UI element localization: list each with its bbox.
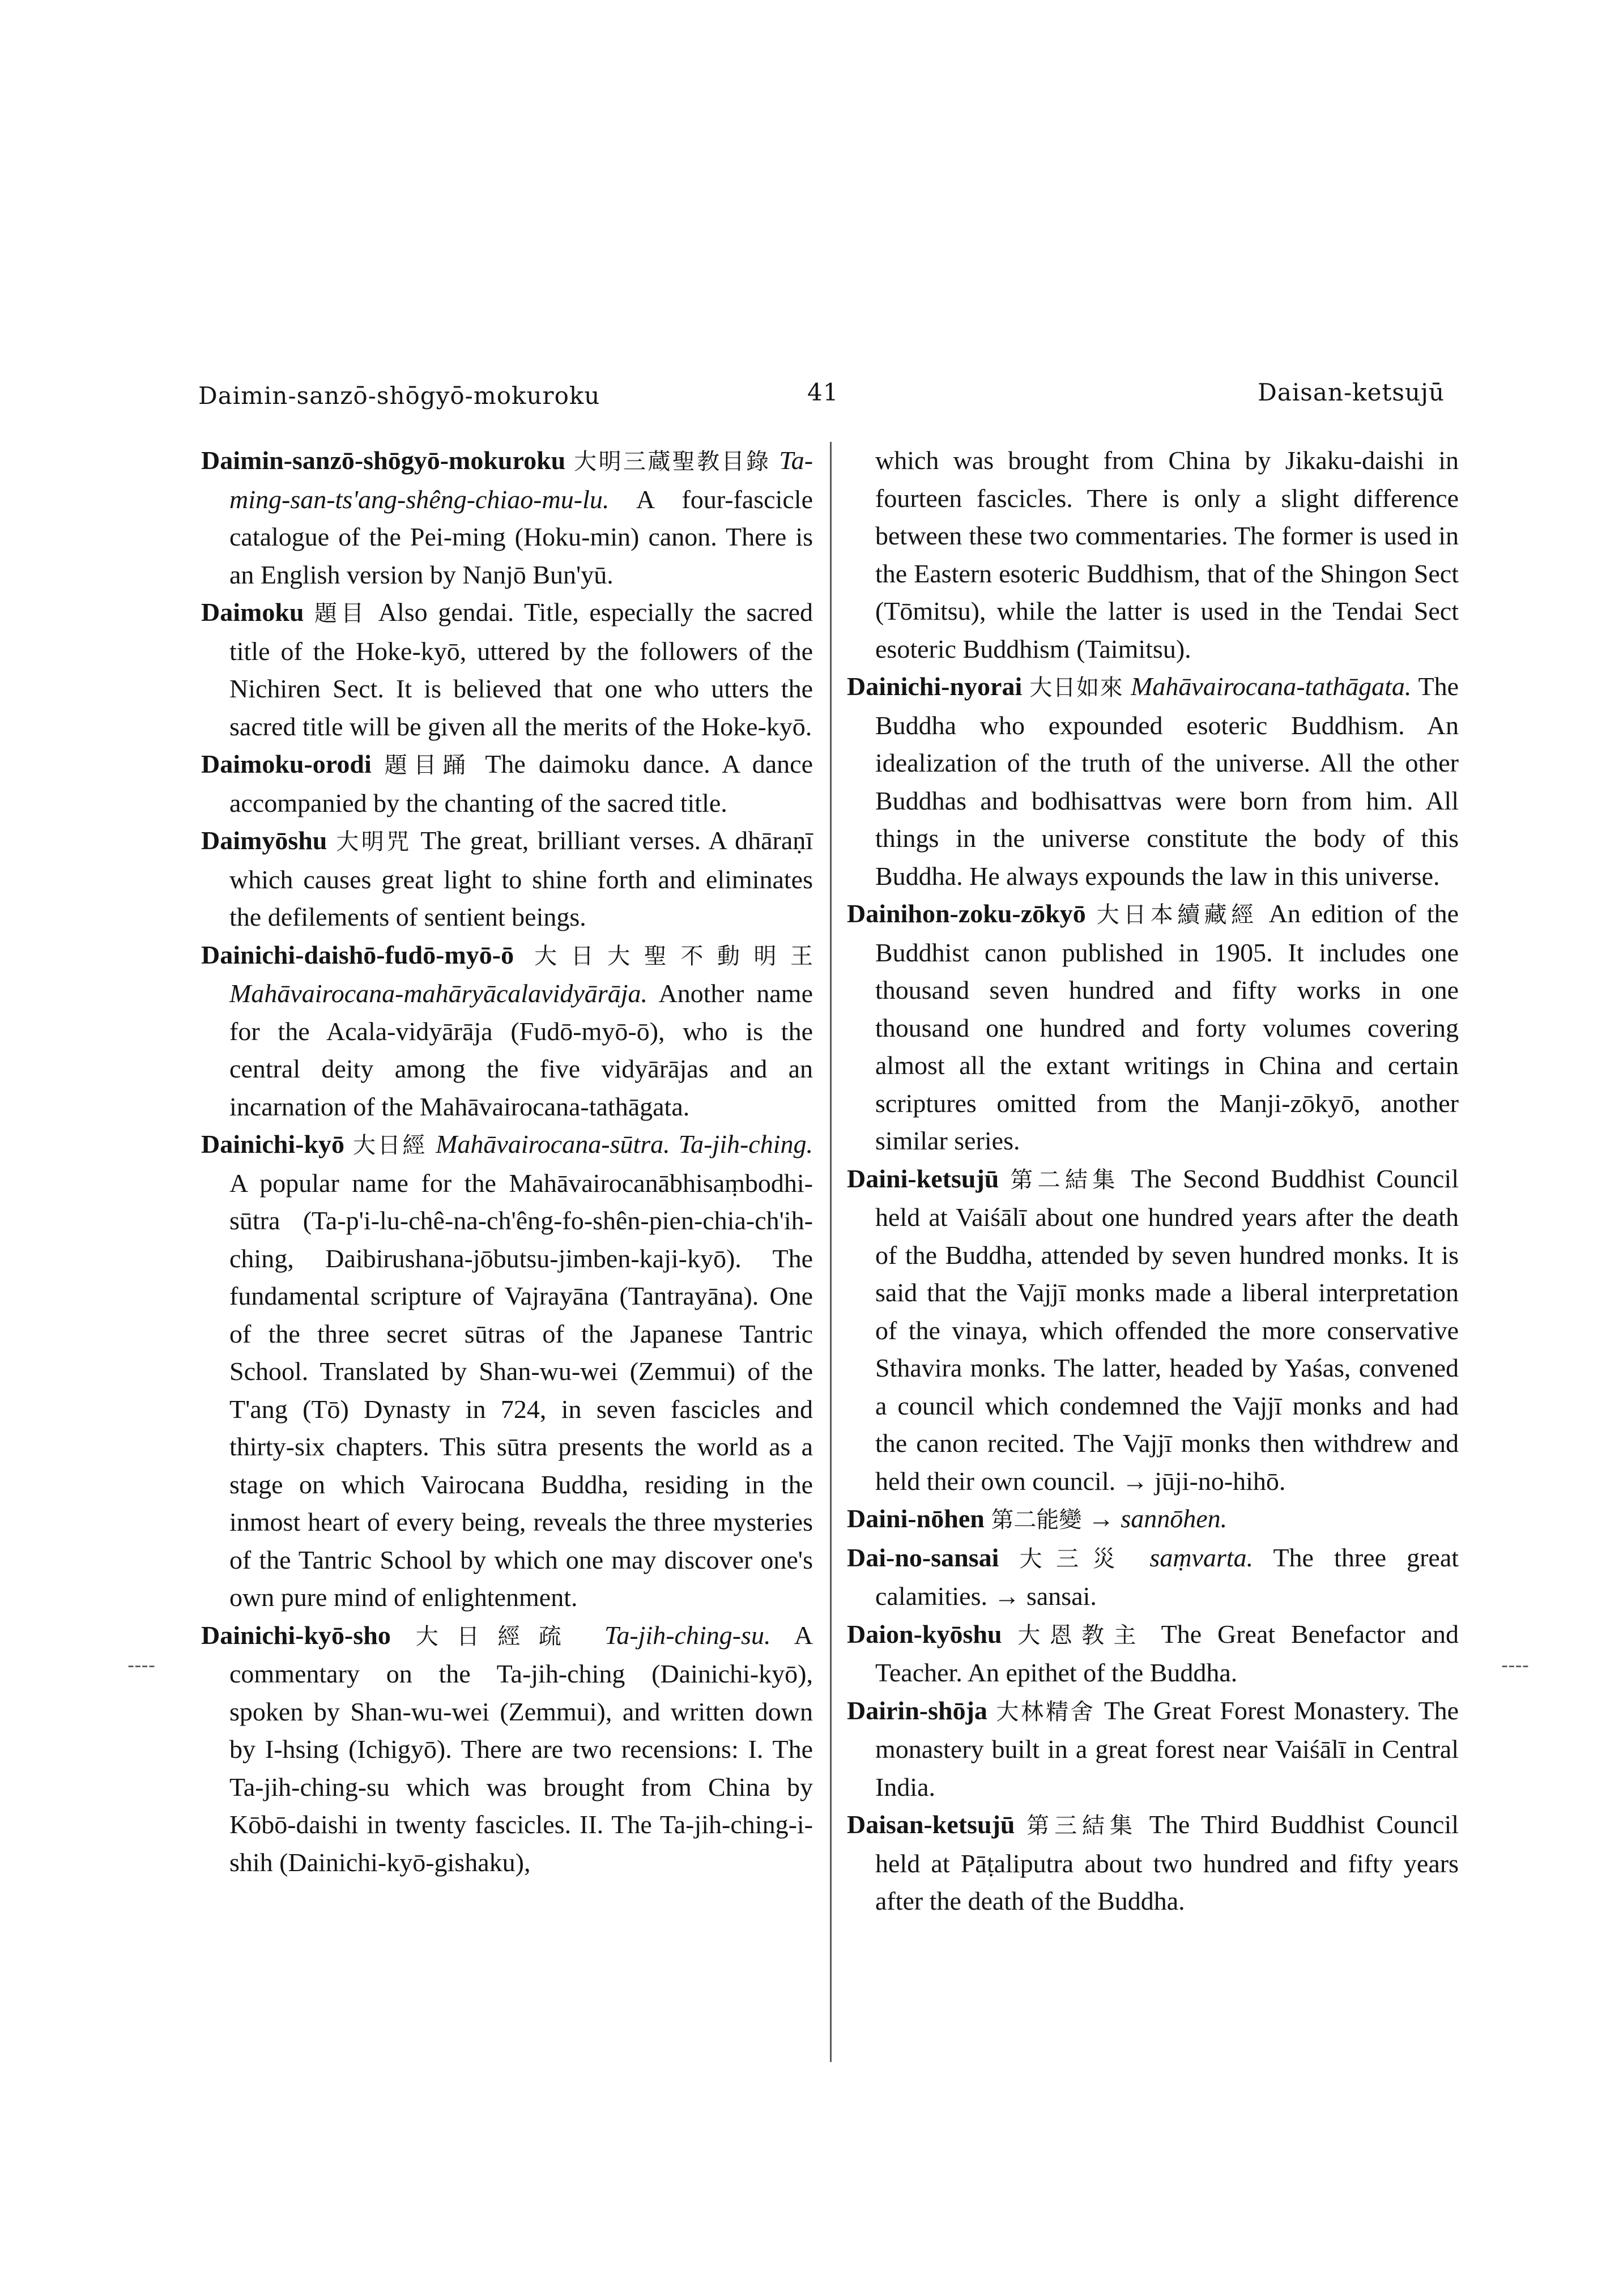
entry-kanji: 大日本續藏經 (1096, 902, 1258, 928)
scan-dash-mark: ‐‐‐‐ (127, 1654, 156, 1677)
scan-dash-mark: ‐‐‐‐ (1501, 1654, 1530, 1677)
entry-definition: The Buddha who expounded esoteric Buddhism. An idealization of the truth of the universe. All the other Buddhas and bodhisattvas were born from him. All things in the universe constitute the body of this Buddha. He always expounds the law in this universe. (875, 672, 1459, 891)
entry-headword: Dainichi-kyō-sho (201, 1620, 391, 1650)
entry-headword: Daimoku-orodi (201, 749, 372, 778)
left-column (201, 442, 813, 1881)
entry-kanji: 第三結集 (1026, 1813, 1138, 1839)
running-header (198, 376, 1445, 416)
entry-romanized: Mahāvairocana-mahāryācalavidyārāja. (229, 979, 648, 1008)
entry-definition: The Second Buddhist Council held at Vaiśālī about one hundred years after the death of the Buddha, attended by seven hundred monks. It is said that the Vajjī monks made a liberal interpretation of the vinaya, which offended the more conservative Sthavira monks. The latter, headed by Yaśas, convened a council which condemned the Vajjī monks and had the canon recited. The Vajjī monks then withdrew and held their own council. → jūji-no-hihō. (875, 1164, 1459, 1496)
entry-headword: Daisan-ketsujū (847, 1810, 1015, 1839)
entry-kanji: 大日經 (353, 1132, 427, 1158)
entry-headword: Dai-no-sansai (847, 1543, 999, 1572)
entry-headword: Dainichi-nyorai (847, 672, 1023, 701)
entry-continuation (847, 442, 1459, 668)
entry-definition: The Third Buddhist Council held at Pāṭaliputra about two hundred and fifty years after the death of the Buddha. (875, 1810, 1459, 1915)
entry-dainihon-zoku-zokyo (847, 895, 1459, 1160)
page-number: 41 (807, 378, 839, 406)
entry-daimoku (201, 594, 813, 746)
entry-kanji: 第二能變 (991, 1507, 1082, 1533)
entry-daini-ketsuju (847, 1160, 1459, 1501)
entry-dai-no-sansai (847, 1539, 1459, 1616)
entry-dainichi-daisho-fudo (201, 936, 813, 1126)
entry-kanji: 大三災 (1019, 1545, 1130, 1572)
entry-definition: The Great Benefactor and Teacher. An epithet of the Buddha. (875, 1619, 1459, 1687)
column-divider (830, 442, 832, 2062)
entry-headword: Daini-ketsujū (847, 1164, 999, 1193)
entry-kanji: 題目 (314, 600, 368, 627)
entry-dainichi-kyo (201, 1126, 813, 1617)
entry-romanized: Mahāvairocana-tathāgata. (1131, 672, 1412, 701)
entry-kanji: 大日如來 (1029, 675, 1124, 701)
entry-headword: Daimyōshu (201, 826, 327, 855)
entry-daimoku-orodi (201, 746, 813, 822)
entry-definition: The daimoku dance. A dance accompanied by the chanting of the sacred title. (229, 749, 813, 817)
entry-daion-kyoshu (847, 1616, 1459, 1692)
entry-headword: Daimoku (201, 598, 304, 627)
entry-definition: The three great calamities. → sansai. (875, 1543, 1459, 1611)
entry-dainichi-nyorai (847, 668, 1459, 895)
entry-headword: Daion-kyōshu (847, 1619, 1002, 1648)
right-column (847, 442, 1459, 1920)
entry-daimin-sanzo (201, 442, 813, 594)
entry-romanized: Ta-ming-san-ts'ang-shêng-chiao-mu-lu. (229, 446, 813, 514)
entry-headword: Daini-nōhen (847, 1504, 985, 1533)
entry-daimyoshu (201, 822, 813, 936)
entry-kanji: 第二結集 (1010, 1166, 1120, 1193)
entry-definition: The great, brilliant verses. A dhāraṇī which causes great light to shine forth and eliminates the defilements of sentient beings. (229, 826, 813, 931)
entry-headword: Daimin-sanzō-shōgyō-mokuroku (201, 446, 566, 475)
entry-headword: Dainichi-kyō (201, 1130, 345, 1158)
entry-definition: The Great Forest Monastery. The monastery built in a great forest near Vaiśālī in Central India. (875, 1696, 1459, 1801)
entry-definition: An edition of the Buddhist canon published in 1905. It includes one thousand seven hundred and fifty works in one thousand one hundred and forty volumes covering almost all the extant writings in China and certain scriptures omitted from the Manji-zōkyō, another similar series. (875, 899, 1459, 1155)
entry-definition: which was brought from China by Jikaku-daishi in fourteen fascicles. There is only a slight difference between these two commentaries. The former is used in the Eastern esoteric Buddhism, that of the Shingon Sect (Tōmitsu), while the latter is used in the Tendai Sect esoteric Buddhism (Taimitsu). (875, 446, 1459, 663)
entry-romanized: Ta-jih-ching-su. (604, 1620, 771, 1650)
header-last-entry: Daisan-ketsujū (1258, 378, 1445, 406)
entry-definition: Also gendai. Title, especially the sacred title of the Hoke-kyō, uttered by the followers of the Nichiren Sect. It is believed that one who utters the sacred title will be given all the merits of the Hoke-kyō. (229, 598, 813, 741)
entry-dainichi-kyo-sho (201, 1617, 813, 1882)
entry-headword: Dainichi-daishō-fudō-myō-ō (201, 940, 514, 969)
entry-daini-nohen (847, 1500, 1459, 1539)
entry-kanji: 大日大聖不動明王 (534, 943, 813, 969)
entry-romanized: Mahāvairocana-sūtra. Ta-jih-ching. (436, 1130, 813, 1158)
entry-kanji: 大明咒 (336, 829, 412, 855)
entry-daisan-ketsuju (847, 1806, 1459, 1920)
entry-dairin-shoja (847, 1692, 1459, 1807)
entry-headword: Dainihon-zoku-zōkyō (847, 899, 1086, 928)
entry-kanji: 大恩教主 (1017, 1622, 1145, 1648)
entry-kanji: 題目踊 (384, 752, 472, 778)
entry-definition: Another name for the Acala-vidyārāja (Fudō-myō-ō), who is the central deity among the five vidyārājas and an incarnation of the Mahāvairocana-tathāgata. (229, 979, 813, 1121)
entry-headword: Dairin-shōja (847, 1696, 987, 1725)
entry-kanji: 大明三蔵聖教目錄 (574, 449, 771, 475)
entry-definition: A commentary on the Ta-jih-ching (Dainichi-kyō), spoken by Shan-wu-wei (Zemmui), and written down by I-hsing (Ichigyō). There are two recensions: I. The Ta-jih-ching-su which was brought from China by Kōbō-daishi in twenty fascicles. II. The Ta-jih-ching-i-shih (Dainichi-kyō-gishaku), (229, 1620, 813, 1877)
entry-kanji: 大林精舍 (996, 1698, 1096, 1725)
entry-cross-reference: → sannōhen. (1088, 1504, 1228, 1533)
entry-definition: A popular name for the Mahāvairocanābhisaṃbodhi-sūtra (Ta-p'i-lu-chê-na-ch'êng-fo-shên-pien-chia-ch'ih-ching, Daibirushana-jōbutsu-jimben-kaji-kyō). The fundamental scripture of Vajrayāna (Tantrayāna). One of the three secret sūtras of the Japanese Tantric School. Translated by Shan-wu-wei (Zemmui) of the T'ang (Tō) Dynasty in 724, in seven fascicles and thirty-six chapters. This sūtra presents the world as a stage on which Vairocana Buddha, residing in the inmost heart of every being, reveals the three mysteries of the Tantric School by which one may discover one's own pure mind of enlightenment. (229, 1168, 813, 1612)
entry-romanized: saṃvarta. (1149, 1543, 1254, 1572)
entry-kanji: 大日經疏 (415, 1623, 580, 1650)
header-first-entry: Daimin-sanzō-shōgyō-mokuroku (198, 382, 600, 410)
entry-definition: A four-fascicle catalogue of the Pei-ming (Hoku-min) canon. There is an English version by Nanjō Bun'yū. (229, 484, 813, 589)
